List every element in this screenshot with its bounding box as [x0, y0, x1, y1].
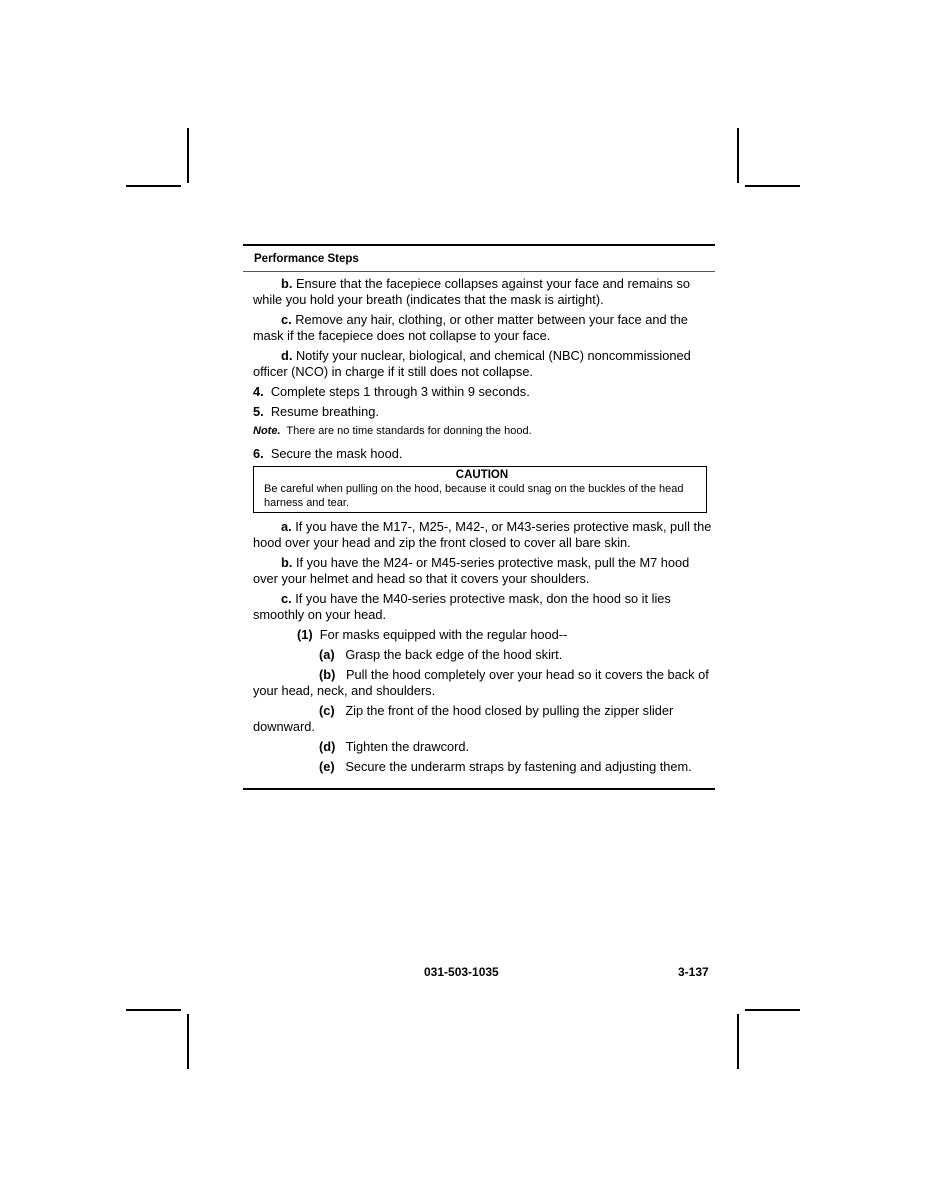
caution-box	[253, 466, 707, 513]
crop-mark-top-right-vertical	[737, 128, 739, 183]
substep-d-tighten: (d) Tighten the drawcord.	[319, 739, 470, 754]
step-d-notify-nco: d. Notify your nuclear, biological, and chemical (NBC) noncommissioned officer (NCO) in charge if it still does not collapse.	[253, 348, 691, 379]
crop-mark-top-left-vertical	[187, 128, 189, 183]
step-c-m40-hood: c. If you have the M40-series protective mask, don the hood so it lies smoothly on your head.	[253, 591, 671, 622]
substep-a-grasp: (a) Grasp the back edge of the hood skirt.	[319, 647, 563, 662]
section-header: Performance Steps	[254, 253, 359, 265]
step-a-m17-hood: a. If you have the M17-, M25-, M42-, or M43-series protective mask, pull the hood over your head and zip the front closed to cover all bare skin.	[253, 519, 712, 550]
crop-mark-bottom-left-horizontal	[126, 1009, 181, 1011]
crop-mark-top-right-horizontal	[745, 185, 800, 187]
caution-text: Be careful when pulling on the hood, because it could snag on the buckles of the head harness and tear.	[264, 483, 684, 509]
note: Note. There are no time standards for donning the hood.	[253, 425, 532, 437]
caution-title: CAUTION	[455, 469, 509, 481]
step-b-m24-hood: b. If you have the M24- or M45-series protective mask, pull the M7 hood over your helmet and head so that it covers your shoulders.	[253, 555, 690, 586]
substep-c-zip: (c) Zip the front of the hood closed by pulling the zipper slider downward.	[253, 703, 674, 734]
step-6: 6. Secure the mask hood.	[253, 446, 403, 461]
page-number: 3-137	[678, 965, 709, 979]
step-4: 4. Complete steps 1 through 3 within 9 seconds.	[253, 384, 530, 399]
step-c-remove-hair: c. Remove any hair, clothing, or other matter between your face and the mask if the facepiece does not collapse to your face.	[253, 312, 688, 343]
crop-mark-bottom-left-vertical	[187, 1014, 189, 1069]
substep-e-straps: (e) Secure the underarm straps by fastening and adjusting them.	[319, 759, 692, 774]
crop-mark-bottom-right-horizontal	[745, 1009, 800, 1011]
performance-steps-section	[243, 244, 715, 775]
substep-1-regular-hood: (1) For masks equipped with the regular hood--	[297, 627, 568, 642]
doc-number: 031-503-1035	[424, 965, 499, 979]
crop-mark-bottom-right-vertical	[737, 1014, 739, 1069]
crop-mark-top-left-horizontal	[126, 185, 181, 187]
steps-body	[243, 272, 715, 775]
bottom-rule	[243, 788, 715, 790]
step-5: 5. Resume breathing.	[253, 404, 379, 419]
step-b-airtight: b. Ensure that the facepiece collapses against your face and remains so while you hold your breath (indicates that the mask is airtight).	[253, 276, 691, 307]
substep-b-pull: (b) Pull the hood completely over your head so it covers the back of your head, neck, and shoulders.	[253, 667, 709, 698]
